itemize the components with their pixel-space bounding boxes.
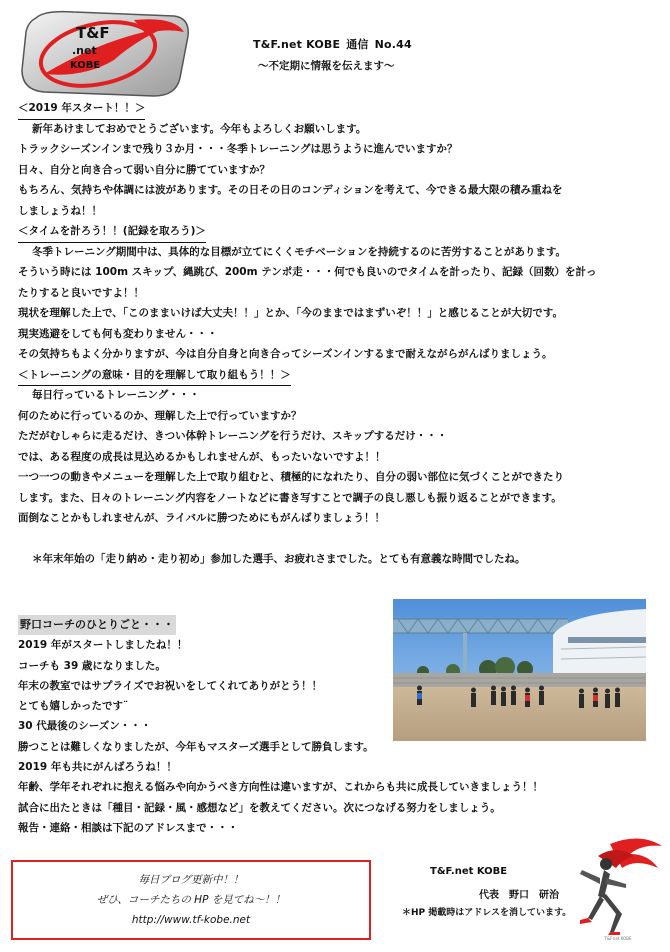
coach-text-line: コーチも 39 歳になりました。 bbox=[18, 659, 166, 672]
website-url[interactable]: http://www.tf-kobe.net bbox=[131, 914, 251, 926]
newsletter-subtitle: ～不定期に情報を伝えます～ bbox=[258, 60, 395, 72]
body-text-line: その気持ちもよく分かりますが、今は自分自身と向き合ってシーズンインするまで耐えながらがんばりましょう。 bbox=[18, 348, 553, 360]
section-heading: ＜タイムを計ろう！！(記録を取ろう)＞ bbox=[18, 221, 206, 243]
body-text-line: 面倒なことかもしれませんが、ライバルに勝つためにもがんばりましょう！！ bbox=[18, 512, 385, 524]
body-text-line: 現実逃避をしても何も変わりません・・・ bbox=[18, 327, 218, 340]
blog-line-1: 毎日ブログ更新中！！ bbox=[138, 874, 244, 886]
org-name: T&F.net KOBE bbox=[253, 38, 341, 51]
body-text-line: ただがむしゃらに走るだけ、きつい体幹トレーニングを行うだけ、スキップするだけ・・・ bbox=[18, 430, 448, 442]
body-text-line: ＊年末年始の「走り納め・走り初め」参加した選手、お疲れさまでした。とても有意義な時間でしたね。 bbox=[32, 553, 526, 565]
coach-text-line: とても嬉しかったです¨ bbox=[18, 700, 129, 713]
section-heading-row bbox=[18, 98, 648, 119]
section-heading-row bbox=[18, 221, 648, 242]
logo-text-2: .net bbox=[72, 44, 97, 57]
coach-text-line: 2019 年がスタートしましたね！！ bbox=[18, 639, 188, 652]
newsletter-title bbox=[253, 36, 418, 52]
coach-text-line: 年末の教室ではサプライズでお祝いをしてくれてありがとう！！ bbox=[18, 679, 323, 692]
body-text-line bbox=[18, 529, 648, 550]
beach-training-photo bbox=[393, 599, 646, 741]
tf-net-kobe-logo bbox=[14, 8, 192, 100]
section-heading: ＜トレーニングの意味・目的を理解して取り組もう！！＞ bbox=[18, 365, 291, 387]
coach-text-line: 年齢、学年それぞれに抱える悩みや向かうべき方向性は違いますが、これからも共に成長していきましょう！！ bbox=[18, 781, 543, 794]
issue-title: 通信 bbox=[346, 38, 369, 51]
signature-rep: 代表 野口 研治 bbox=[479, 890, 559, 901]
body-text-line: 何のために行っているのか、理解した上で行っていますか？ bbox=[18, 409, 302, 422]
blog-line-2: ぜひ、コーチたちの HP を見てね～！！ bbox=[96, 894, 286, 906]
section-heading: ＜2019 年スタート！！＞ bbox=[18, 98, 145, 120]
issue-number: No.44 bbox=[374, 38, 412, 51]
body-text-line: 現状を理解した上で、「このままいけば大丈夫！！」とか、「今のままではまずいぞ！！」と感じることが大切です。 bbox=[18, 307, 563, 319]
runner-mascot-image bbox=[570, 834, 666, 948]
body-text-line: します。また、日々のトレーニング内容をノートなどに書き写すことで調子の良し悪しも振り返ることができます。 bbox=[18, 491, 562, 504]
logo-text-3: KOBE bbox=[70, 60, 101, 71]
body-text-line: しましょうね！！ bbox=[18, 204, 102, 217]
coach-text-line: 試合に出たときは「種目・記録・風・感想など」を教えてください。次につなげる努力をしましょう。 bbox=[18, 801, 501, 814]
body-text-line: もちろん、気持ちや体調には波があります。その日その日のコンディションを考えて、今できる最大限の積み重ねを bbox=[18, 184, 563, 196]
body-text-line: トラックシーズンインまで残り３か月・・・冬季トレーニングは思うように進んでいますか？ bbox=[18, 143, 458, 155]
coach-text-line: 報告・連絡・相談は下記のアドレスまで・・・ bbox=[18, 821, 239, 834]
body-text-line: そういう時には 100m スキップ、縄跳び、200m テンポ走・・・何でも良いのでタイムを計ったり、記録（回数）を計っ bbox=[18, 266, 597, 278]
section-heading-row bbox=[18, 365, 648, 386]
coach-heading: 野口コーチのひとりごと・・・ bbox=[18, 615, 176, 635]
body-text-line: たりすると良いですよ！！ bbox=[18, 286, 144, 299]
blog-info-box bbox=[11, 860, 371, 940]
body-text-line: 冬季トレーニング期間中は、具体的な目標が立てにくくモチベーションを持続するのに苦労することがあります。 bbox=[32, 245, 567, 258]
article-body bbox=[18, 98, 648, 570]
body-text-line: 毎日行っているトレーニング・・・ bbox=[32, 389, 200, 401]
coach-text-line: 勝つことは難しくなりましたが、今年もマスターズ選手として勝負します。 bbox=[18, 740, 374, 753]
coach-text-line: 30 代最後のシーズン・・・ bbox=[18, 720, 152, 733]
body-text-line: では、ある程度の成長は見込めるかもしれませんが、もったいないですよ！！ bbox=[18, 450, 386, 463]
body-text-line: 一つ一つの動きやメニューを理解した上で取り組むと、積極的になれたり、自分の弱い部位に気づくことができたり bbox=[18, 471, 564, 483]
body-text-line: 日々、自分と向き合って弱い自分に勝てていますか？ bbox=[18, 163, 270, 176]
body-text-line: 新年あけましておめでとうございます。今年もよろしくお願いします。 bbox=[32, 122, 367, 135]
signature-note: ＊HP 掲載時はアドレスを消しています。 bbox=[402, 908, 572, 918]
coach-text-line: 2019 年も共にがんばろうね！！ bbox=[18, 761, 177, 774]
logo-text-1: T&F bbox=[76, 24, 110, 42]
signature-org: T&F.net KOBE bbox=[430, 866, 508, 877]
mascot-caption: T&F.net KOBE bbox=[604, 936, 632, 941]
